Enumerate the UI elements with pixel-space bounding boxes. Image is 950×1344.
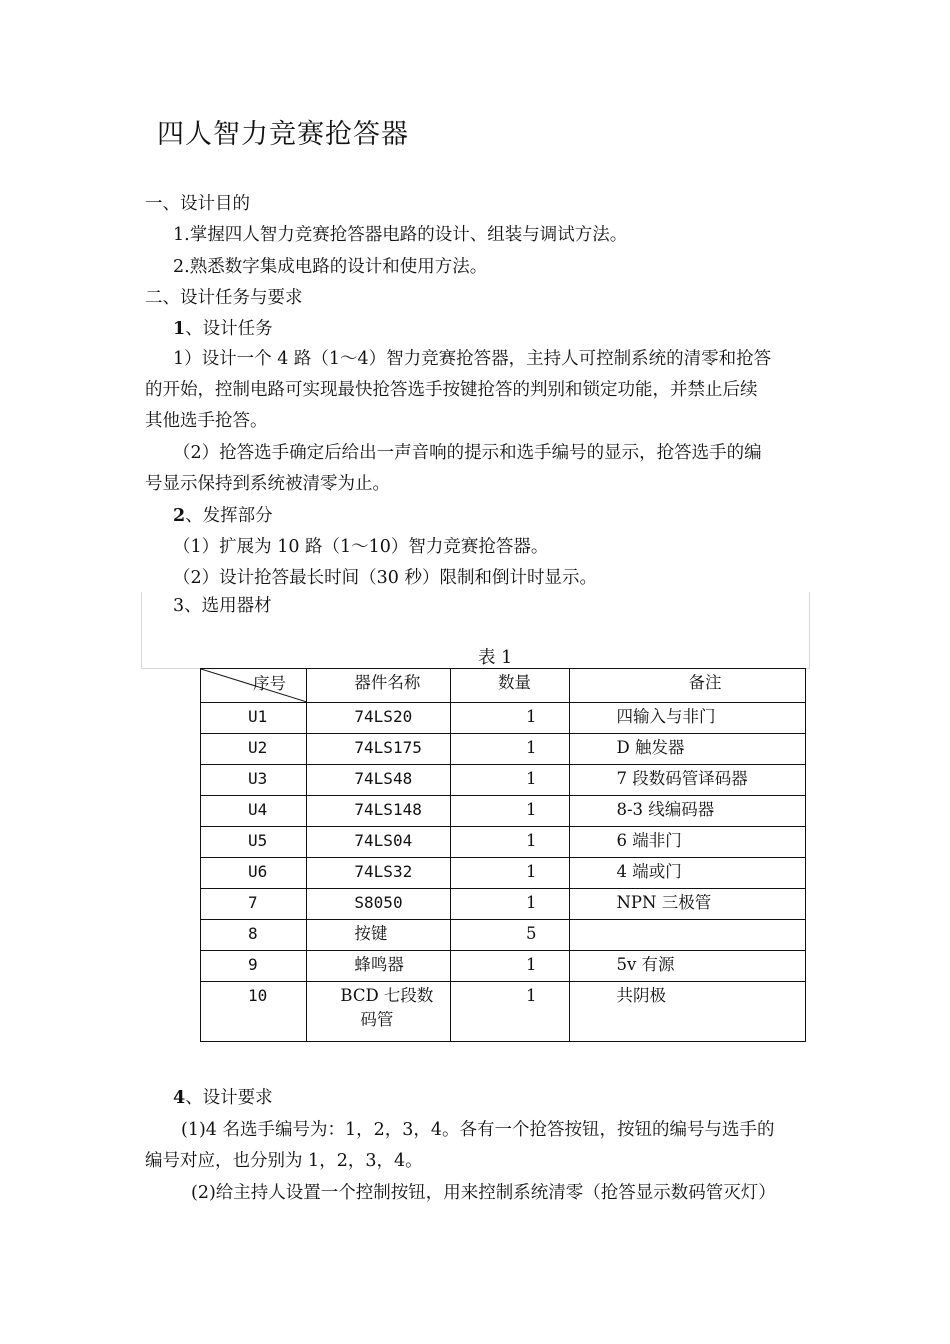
table-row	[201, 920, 806, 951]
cell-name	[307, 703, 451, 734]
cell-text: 四输入与非门	[616, 707, 716, 726]
cell-index	[201, 951, 307, 982]
cell-name	[307, 734, 451, 765]
cell-qty	[450, 858, 570, 889]
cell-note	[570, 889, 806, 920]
table-caption: 表 1	[478, 648, 513, 668]
extension-item-2: （2）设计抢答最长时间（30 秒）限制和倒计时显示。	[173, 568, 597, 588]
header-label: 备注	[688, 673, 722, 692]
cell-text: 按键	[354, 924, 388, 943]
cell-text: 5	[525, 924, 537, 943]
subheading-extension	[173, 504, 273, 528]
task-1-line-2: 的开始，控制电路可实现最快抢答选手按键抢答的判别和锁定功能，并禁止后续	[145, 380, 758, 400]
table-row	[201, 889, 806, 920]
header-cell-index	[201, 669, 307, 703]
extension-item-1: （1）扩展为 10 路（1～10）智力竞赛抢答器。	[173, 537, 549, 557]
subheading-materials: 3、选用器材	[173, 596, 272, 616]
cell-text: 1	[525, 893, 537, 912]
table-row	[201, 951, 806, 982]
cell-text: 1	[525, 862, 537, 881]
cell-note	[570, 920, 806, 951]
cell-text: 74LS20	[354, 707, 413, 726]
task-2-line-2: 号显示保持到系统被清零为止。	[145, 474, 390, 494]
cell-qty	[450, 951, 570, 982]
header-label: 序号	[253, 674, 286, 693]
task-1-line-1: 1）设计一个 4 路（1～4）智力竞赛抢答器，主持人可控制系统的清零和抢答	[173, 349, 772, 369]
cell-text: 9	[248, 955, 258, 974]
subheading-number: 2	[173, 506, 186, 526]
cell-qty	[450, 920, 570, 951]
cell-text	[570, 924, 616, 943]
subheading-text: 、设计任务	[185, 319, 273, 339]
cell-note	[570, 858, 806, 889]
cell-qty	[450, 827, 570, 858]
cell-note	[570, 982, 806, 1042]
task-2-line-1: （2）抢答选手确定后给出一声音响的提示和选手编号的显示，抢答选手的编	[173, 443, 762, 463]
cell-text: 74LS04	[354, 831, 413, 850]
cell-text: 共阴极	[616, 986, 666, 1005]
cell-text: U2	[248, 738, 268, 757]
task-1-line-3: 其他选手抢答。	[145, 411, 268, 431]
cell-text: 8	[248, 924, 258, 943]
cell-text: 1	[525, 800, 537, 819]
header-label: 数量	[497, 673, 531, 692]
cell-name	[307, 858, 451, 889]
cell-text: 4 端或门	[616, 862, 682, 881]
table-row	[201, 703, 806, 734]
requirement-1-line-1: (1)4 名选手编号为：1，2，3，4。各有一个抢答按钮，按钮的编号与选手的	[181, 1120, 775, 1140]
purpose-item-2: 2.熟悉数字集成电路的设计和使用方法。	[173, 257, 488, 277]
cell-text: U4	[248, 800, 268, 819]
table-row	[201, 858, 806, 889]
subheading-design-task	[173, 317, 273, 341]
subheading-text: 、设计要求	[185, 1088, 273, 1108]
cell-text: 1	[525, 986, 537, 1005]
header-label: 器件名称	[354, 673, 421, 692]
cell-qty	[450, 889, 570, 920]
cell-name	[307, 951, 451, 982]
cell-text: U5	[248, 831, 268, 850]
cell-text: 1	[525, 955, 537, 974]
cell-name	[307, 827, 451, 858]
section-heading-tasks: 二、设计任务与要求	[145, 288, 303, 308]
cell-note	[570, 765, 806, 796]
table-row	[201, 796, 806, 827]
cell-index	[201, 920, 307, 951]
cell-text-line-2: 码管	[360, 1010, 394, 1029]
cell-index	[201, 982, 307, 1042]
cell-text: 74LS148	[354, 800, 422, 819]
cell-name	[307, 765, 451, 796]
cell-text: U1	[248, 707, 268, 726]
cell-text: BCD 七段数	[340, 986, 434, 1005]
cell-text: 蜂鸣器	[354, 955, 404, 974]
cell-note	[570, 734, 806, 765]
purpose-item-1: 1.掌握四人智力竞赛抢答器电路的设计、组装与调试方法。	[173, 225, 628, 245]
cell-text: 7	[248, 893, 258, 912]
table-row	[201, 827, 806, 858]
table-row	[201, 734, 806, 765]
subheading-text: 、发挥部分	[185, 506, 273, 526]
cell-name	[307, 796, 451, 827]
requirement-2-line-1: (2)给主持人设置一个控制按钮，用来控制系统清零（抢答显示数码管灭灯）	[191, 1183, 776, 1203]
cell-note	[570, 703, 806, 734]
table-row	[201, 982, 806, 1042]
cell-index	[201, 889, 307, 920]
cell-text: 1	[525, 707, 537, 726]
cell-index	[201, 858, 307, 889]
subheading-number: 4	[173, 1088, 186, 1108]
cell-text: S8050	[354, 893, 403, 912]
cell-text: 74LS32	[354, 862, 413, 881]
cell-note	[570, 951, 806, 982]
components-table	[200, 668, 806, 1042]
subheading-requirements	[173, 1086, 273, 1110]
cell-text: U3	[248, 769, 268, 788]
cell-text: 74LS48	[354, 769, 413, 788]
cell-index	[201, 703, 307, 734]
header-cell-qty	[450, 669, 570, 703]
cell-name	[307, 889, 451, 920]
header-cell-note	[570, 669, 806, 703]
cell-text: 1	[525, 769, 537, 788]
cell-index	[201, 765, 307, 796]
cell-name	[307, 920, 451, 951]
cell-text: 8-3 线编码器	[616, 800, 715, 819]
document-title: 四人智力竞赛抢答器	[157, 119, 409, 150]
cell-text: 5v 有源	[616, 955, 675, 974]
cell-qty	[450, 982, 570, 1042]
cell-text: 1	[525, 831, 537, 850]
cell-text: 7 段数码管译码器	[616, 769, 748, 788]
header-cell-name	[307, 669, 451, 703]
cell-index	[201, 734, 307, 765]
cell-qty	[450, 765, 570, 796]
cell-qty	[450, 734, 570, 765]
cell-text: 74LS175	[354, 738, 422, 757]
subheading-number: 1	[173, 319, 186, 339]
cell-text: NPN 三极管	[616, 893, 712, 912]
cell-text: 1	[525, 738, 537, 757]
cell-qty	[450, 703, 570, 734]
cell-text: 10	[248, 986, 268, 1005]
cell-text: U6	[248, 862, 268, 881]
cell-index	[201, 827, 307, 858]
requirement-1-line-2: 编号对应，也分别为 1，2，3，4。	[145, 1151, 423, 1171]
cell-qty	[450, 796, 570, 827]
cell-index	[201, 796, 307, 827]
cell-note	[570, 796, 806, 827]
cell-note	[570, 827, 806, 858]
table-row	[201, 765, 806, 796]
section-heading-purpose: 一、设计目的	[145, 194, 250, 214]
table-header-row	[201, 669, 806, 703]
cell-text: 6 端非门	[616, 831, 682, 850]
cell-name	[307, 982, 451, 1042]
cell-text: D 触发器	[616, 738, 685, 757]
